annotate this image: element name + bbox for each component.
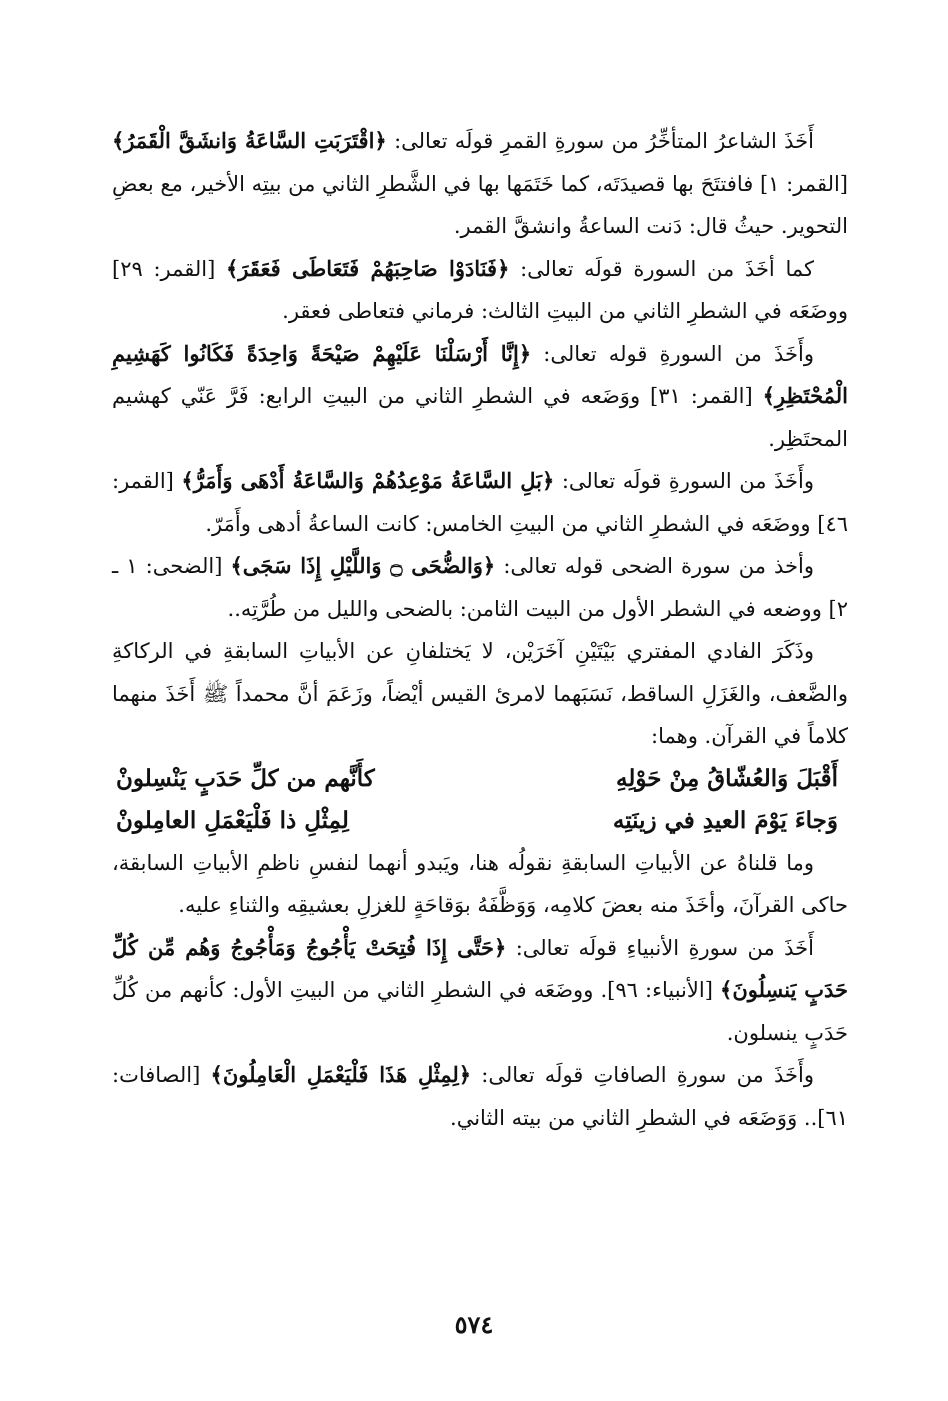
paragraph-text: وأَخَذَ من السورةِ قولَه تعالى: — [554, 469, 815, 493]
quran-quote: ﴿إِنَّا أَرْسَلْنَا عَلَيْهِمْ صَيْحَةً وَاحِدَةً فَكَانُوا كَهَشِيمِ الْمُحْتَظِرِ﴾ — [112, 340, 849, 408]
paragraph-text: وما قلناهُ عن الأبياتِ السابقةِ نقولُه هنا، ويَبدو أنهما لنفسِ ناظمِ الأبياتِ السابقة، حاكى القرآنَ، وأخَذَ منه بعضَ كلامِه، وَوَظَّفَهُ بوَقاحَةٍ للغزلِ بعشيقِه والثناءِ عليه. — [112, 850, 848, 917]
paragraph-text: [القمر: ٤٦] ووضَعَه في الشطرِ الثاني من البيتِ الخامس: كانت الساعةُ أدهى وأَمَرّ. — [112, 469, 848, 536]
paragraph-1 — [112, 120, 848, 248]
paragraph-3 — [112, 333, 848, 461]
paragraph-6 — [112, 630, 848, 758]
paragraph-text: أَخَذَ الشاعرُ المتأخِّرُ من سورةِ القمرِ قولَه تعالى: — [386, 129, 814, 153]
paragraph-4 — [112, 460, 848, 545]
quran-quote: ﴿فَنَادَوْا صَاحِبَهُمْ فَتَعَاطَى فَعَقَرَ﴾ — [226, 255, 510, 281]
verse-first-hemistich: وَجاءَ يَوْمَ العيدِ في زينَتِه — [612, 806, 838, 834]
paragraph-text: [القمر: ٢٩] ووضَعَه في الشطرِ الثاني من البيتِ الثالث: فرماني فتعاطى فعقر. — [112, 256, 848, 323]
paragraph-2 — [112, 248, 848, 333]
quran-quote: ﴿بَلِ السَّاعَةُ مَوْعِدُهُمْ وَالسَّاعَةُ أَدْهَى وَأَمَرُّ﴾ — [181, 468, 555, 493]
paragraph-text: أَخَذَ من سورةِ الأنبياءِ قولَه تعالى: — [506, 935, 814, 960]
paragraph-text: وأَخَذَ من سورةِ الصافاتِ قولَه تعالى: — [471, 1063, 814, 1087]
paragraph-text: [القمر: ٣١] ووَضَعه في الشطرِ الثاني من البيتِ الرابع: فَرَّ عَنّي كهشيم المحتَظِر. — [112, 384, 848, 451]
paragraph-text: [الصافات: ٦١].. وَوَضَعَه في الشطرِ الثاني من بيته الثاني. — [112, 1063, 848, 1130]
paragraph-text: كما أخَذَ من السورة قولَه تعالى: — [509, 256, 814, 281]
paragraph-text: [الضحى: ١ ـ ٢] ووضعه في الشطر الأول من البيت الثامن: بالضحى والليل من طُرَّتِه.. — [112, 554, 848, 621]
paragraph-text: [القمر: ١] فافتتَحَ بها قصيدَتَه، كما خَتَمَها بها في الشَّطرِ الثاني من بيتِه الأخير، مع بعضِ التحوير. حيثُ قال: دَنت الساعةُ وانشقَّ القمر. — [112, 171, 848, 238]
paragraph-text: وأَخَذَ من السورةِ قوله تعالى: — [531, 341, 815, 366]
paragraph-text: وذَكَرَ الفادي المفتري بَيْتَيْنِ آخَرَيْن، لا يَختلفانِ عن الأبياتِ السابقةِ في الركاكةِ والضَّعف، والغَزَلِ الساقط، نَسَبَهما لامرئ القيس أيْضاً، وزَعَمَ أنَّ محمداً ﷺ أَخَذَ منهما كلاماً في القرآن. وهما: — [112, 639, 848, 748]
paragraph-7 — [112, 842, 848, 927]
quran-quote: ﴿لِمِثْلِ هَذَا فَلْيَعْمَلِ الْعَامِلُونَ﴾ — [210, 1062, 472, 1087]
verse-second-hemistich: كأَنَّهم من كلِّ حَدَبٍ يَنْسِلونْ — [116, 764, 375, 792]
verse-second-hemistich: لِمِثْلِ ذا فَلْيَعْمَلِ العامِلونْ — [116, 806, 349, 834]
quran-quote: ﴿اقْتَرَبَتِ السَّاعَةُ وَانشَقَّ الْقَمَرُ﴾ — [112, 128, 387, 153]
quran-quote: ﴿حَتَّى إِذَا فُتِحَتْ يَأْجُوجُ وَمَأْجُوجُ وَهُم مِّن كُلِّ حَدَبٍ يَنسِلُونَ﴾ — [112, 934, 848, 1002]
paragraph-text: [الأنبياء: ٩٦]. ووضَعَه في الشطرِ الثاني من البيتِ الأول: كأنهم من كُلِّ حَدَبٍ ينسلون. — [112, 978, 848, 1045]
poem-verse-2 — [112, 800, 848, 842]
paragraph-9 — [112, 1054, 848, 1139]
quran-quote: ﴿وَالضُّحَى ۝ وَاللَّيْلِ إِذَا سَجَى﴾ — [230, 553, 496, 578]
paragraph-5 — [112, 545, 848, 630]
body-text — [112, 120, 848, 1139]
page-number: ٥٧٤ — [454, 1310, 494, 1339]
verse-first-hemistich: أَقْبَلَ وَالعُشّاقُ مِنْ حَوْلِهِ — [615, 764, 838, 792]
paragraph-8 — [112, 927, 848, 1055]
poem-verse-1 — [112, 758, 848, 800]
paragraph-text: وأخذ من سورة الضحى قوله تعالى: — [495, 554, 815, 578]
